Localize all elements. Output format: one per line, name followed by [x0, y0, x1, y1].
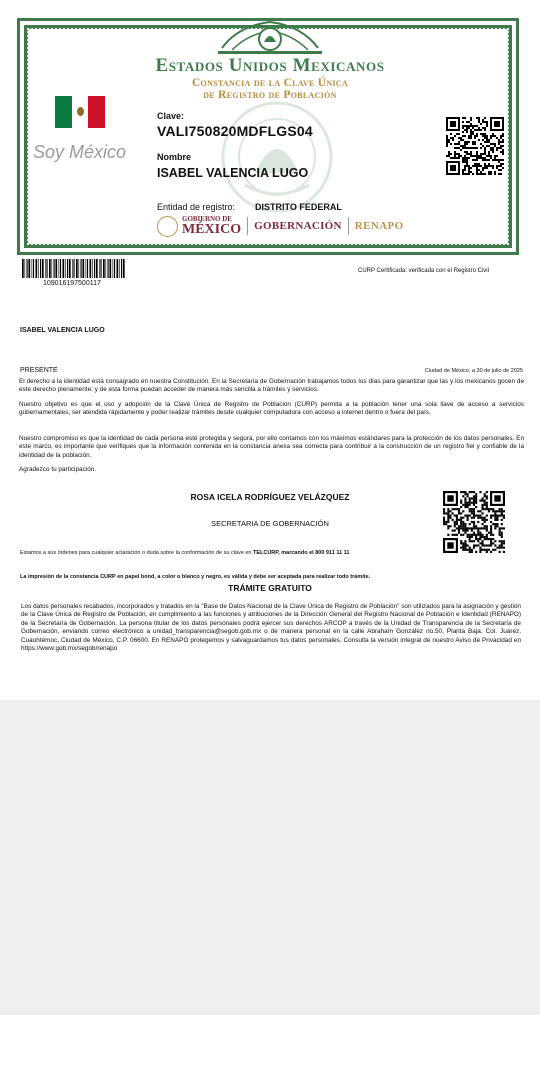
- letter-paragraph-3: Nuestro compromiso es que la identidad de cada persona esté protegida y segura, por ello contamos con los máximos estándares para la protección de los datos personales. En este marco, es importante que verifiques que la información contenida en la constancia anexa sea correcta para contribuir a la construcción de un registro fiel y confiable de la identidad de la población.: [19, 435, 524, 459]
- renapo-logo: RENAPO: [354, 220, 404, 232]
- mexico-flag-icon: [55, 96, 105, 128]
- coat-of-arms-watermark-icon: [215, 95, 340, 215]
- barcode-number: 109016197500117: [43, 280, 101, 287]
- logo-divider: [348, 217, 349, 235]
- certification-note: CURP Certificada: verificada con el Registro Civil: [358, 268, 489, 274]
- telcurp-phone: TELCURP, marcando el 800 911 11 11: [252, 550, 350, 556]
- gobierno-seal-icon: [157, 216, 178, 237]
- letter-paragraph-2: Nuestro objetivo es que el uso y adopción de la Clave Única de Registro de Población (CURP) permita a la población tener una sola llave de acceso a servicios gubernamentales, ser atendida rápidamente y poder realizar trámites desde cualquier computadora con acceso a internet dentro o fuera del país.: [19, 401, 524, 417]
- gobernacion-logo: GOBERNACIÓN: [254, 220, 342, 232]
- nombre-label: Nombre: [157, 152, 192, 162]
- entidad-value: DISTRITO FEDERAL: [255, 202, 342, 212]
- letter-paragraph-1: El derecho a la identidad está consagrado en nuestra Constitución. En la Secretaría de Gobernación trabajamos todos los días para garantizar que las y los mexicanos gocen de este derecho plenamente; y de esta forma puedan acceder de manera más sencilla a trámites y servicios.: [19, 378, 524, 394]
- country-title: Estados Unidos Mexicanos: [155, 55, 385, 76]
- qr-code-icon: [443, 491, 505, 553]
- curp-value: VALI750820MDFLGS04: [157, 123, 313, 139]
- telcurp-note-text: Estamos a sus órdenes para cualquier aclaración o duda sobre la conformación de su clave en: [20, 550, 253, 556]
- qr-code-icon: [446, 117, 504, 175]
- nombre-value: ISABEL VALENCIA LUGO: [157, 166, 309, 180]
- national-crest-icon: [218, 18, 322, 56]
- gobierno-de-mexico-logo: [182, 216, 241, 237]
- printing-validity-note: La impresión de la constancia CURP en papel bond, a color o blanco y negro, es válida y debe ser aceptada para realizar todo trámite.: [20, 574, 371, 580]
- free-procedure-label: TRÁMITE GRATUITO: [228, 583, 312, 593]
- gobierno-logo-line2: MÉXICO: [182, 221, 242, 237]
- letter-date: Ciudad de México, a 30 de julio de 2025: [424, 368, 523, 374]
- document-subtitle-line2: de Registro de Población: [203, 89, 337, 101]
- logo-divider: [247, 217, 248, 235]
- telcurp-note: [20, 550, 349, 556]
- signatory-title: SECRETARIA DE GOBERNACIÓN: [211, 519, 329, 528]
- letter-presente: PRESENTE: [20, 367, 58, 374]
- letter-paragraph-4: Agradezco tu participación.: [19, 466, 97, 473]
- clave-label: Clave:: [157, 111, 185, 121]
- government-logos: [157, 214, 404, 238]
- soy-mexico-label: Soy México: [33, 142, 127, 162]
- background-area: [0, 700, 540, 1015]
- signatory-name: ROSA ICELA RODRÍGUEZ VELÁZQUEZ: [190, 492, 350, 502]
- entidad-label: Entidad de registro:: [157, 202, 236, 212]
- gobierno-logo-line1: GOBIERNO DE: [182, 214, 232, 223]
- letter-recipient: ISABEL VALENCIA LUGO: [20, 327, 105, 334]
- privacy-notice: Los datos personales recabados, incorporados y tratados en la "Base de Datos Nacional de la Clave Única de Registro de Población" son utilizados para la asignación y gestión de la Clave Única de Registro de Población, en cumplimiento a las funciones y atribuciones de la Dirección General del Registro Nacional de Población e Identidad (RENAPO) de la Secretaría de Gobernación. La persona titular de los datos personales podrá ejercer sus derechos ARCOP a través de la Unidad de Transparencia de la Secretaría de Gobernación, enviando correo electrónico a unidad_transparencia@segob.gob.mx o de manera personal en la calle Abraham González no.50, Planta Baja, Col. Juárez, Cuauhtémoc, Ciudad de México, C.P. 06600. En RENAPO protegemos y salvaguardamos tus datos personales. Consulta la versión integral de nuestro Aviso de Privacidad en https://www.gob.mx/segob/renapo: [21, 603, 521, 653]
- document-subtitle-line1: Constancia de la Clave Única: [191, 77, 349, 89]
- barcode-icon: [21, 259, 127, 278]
